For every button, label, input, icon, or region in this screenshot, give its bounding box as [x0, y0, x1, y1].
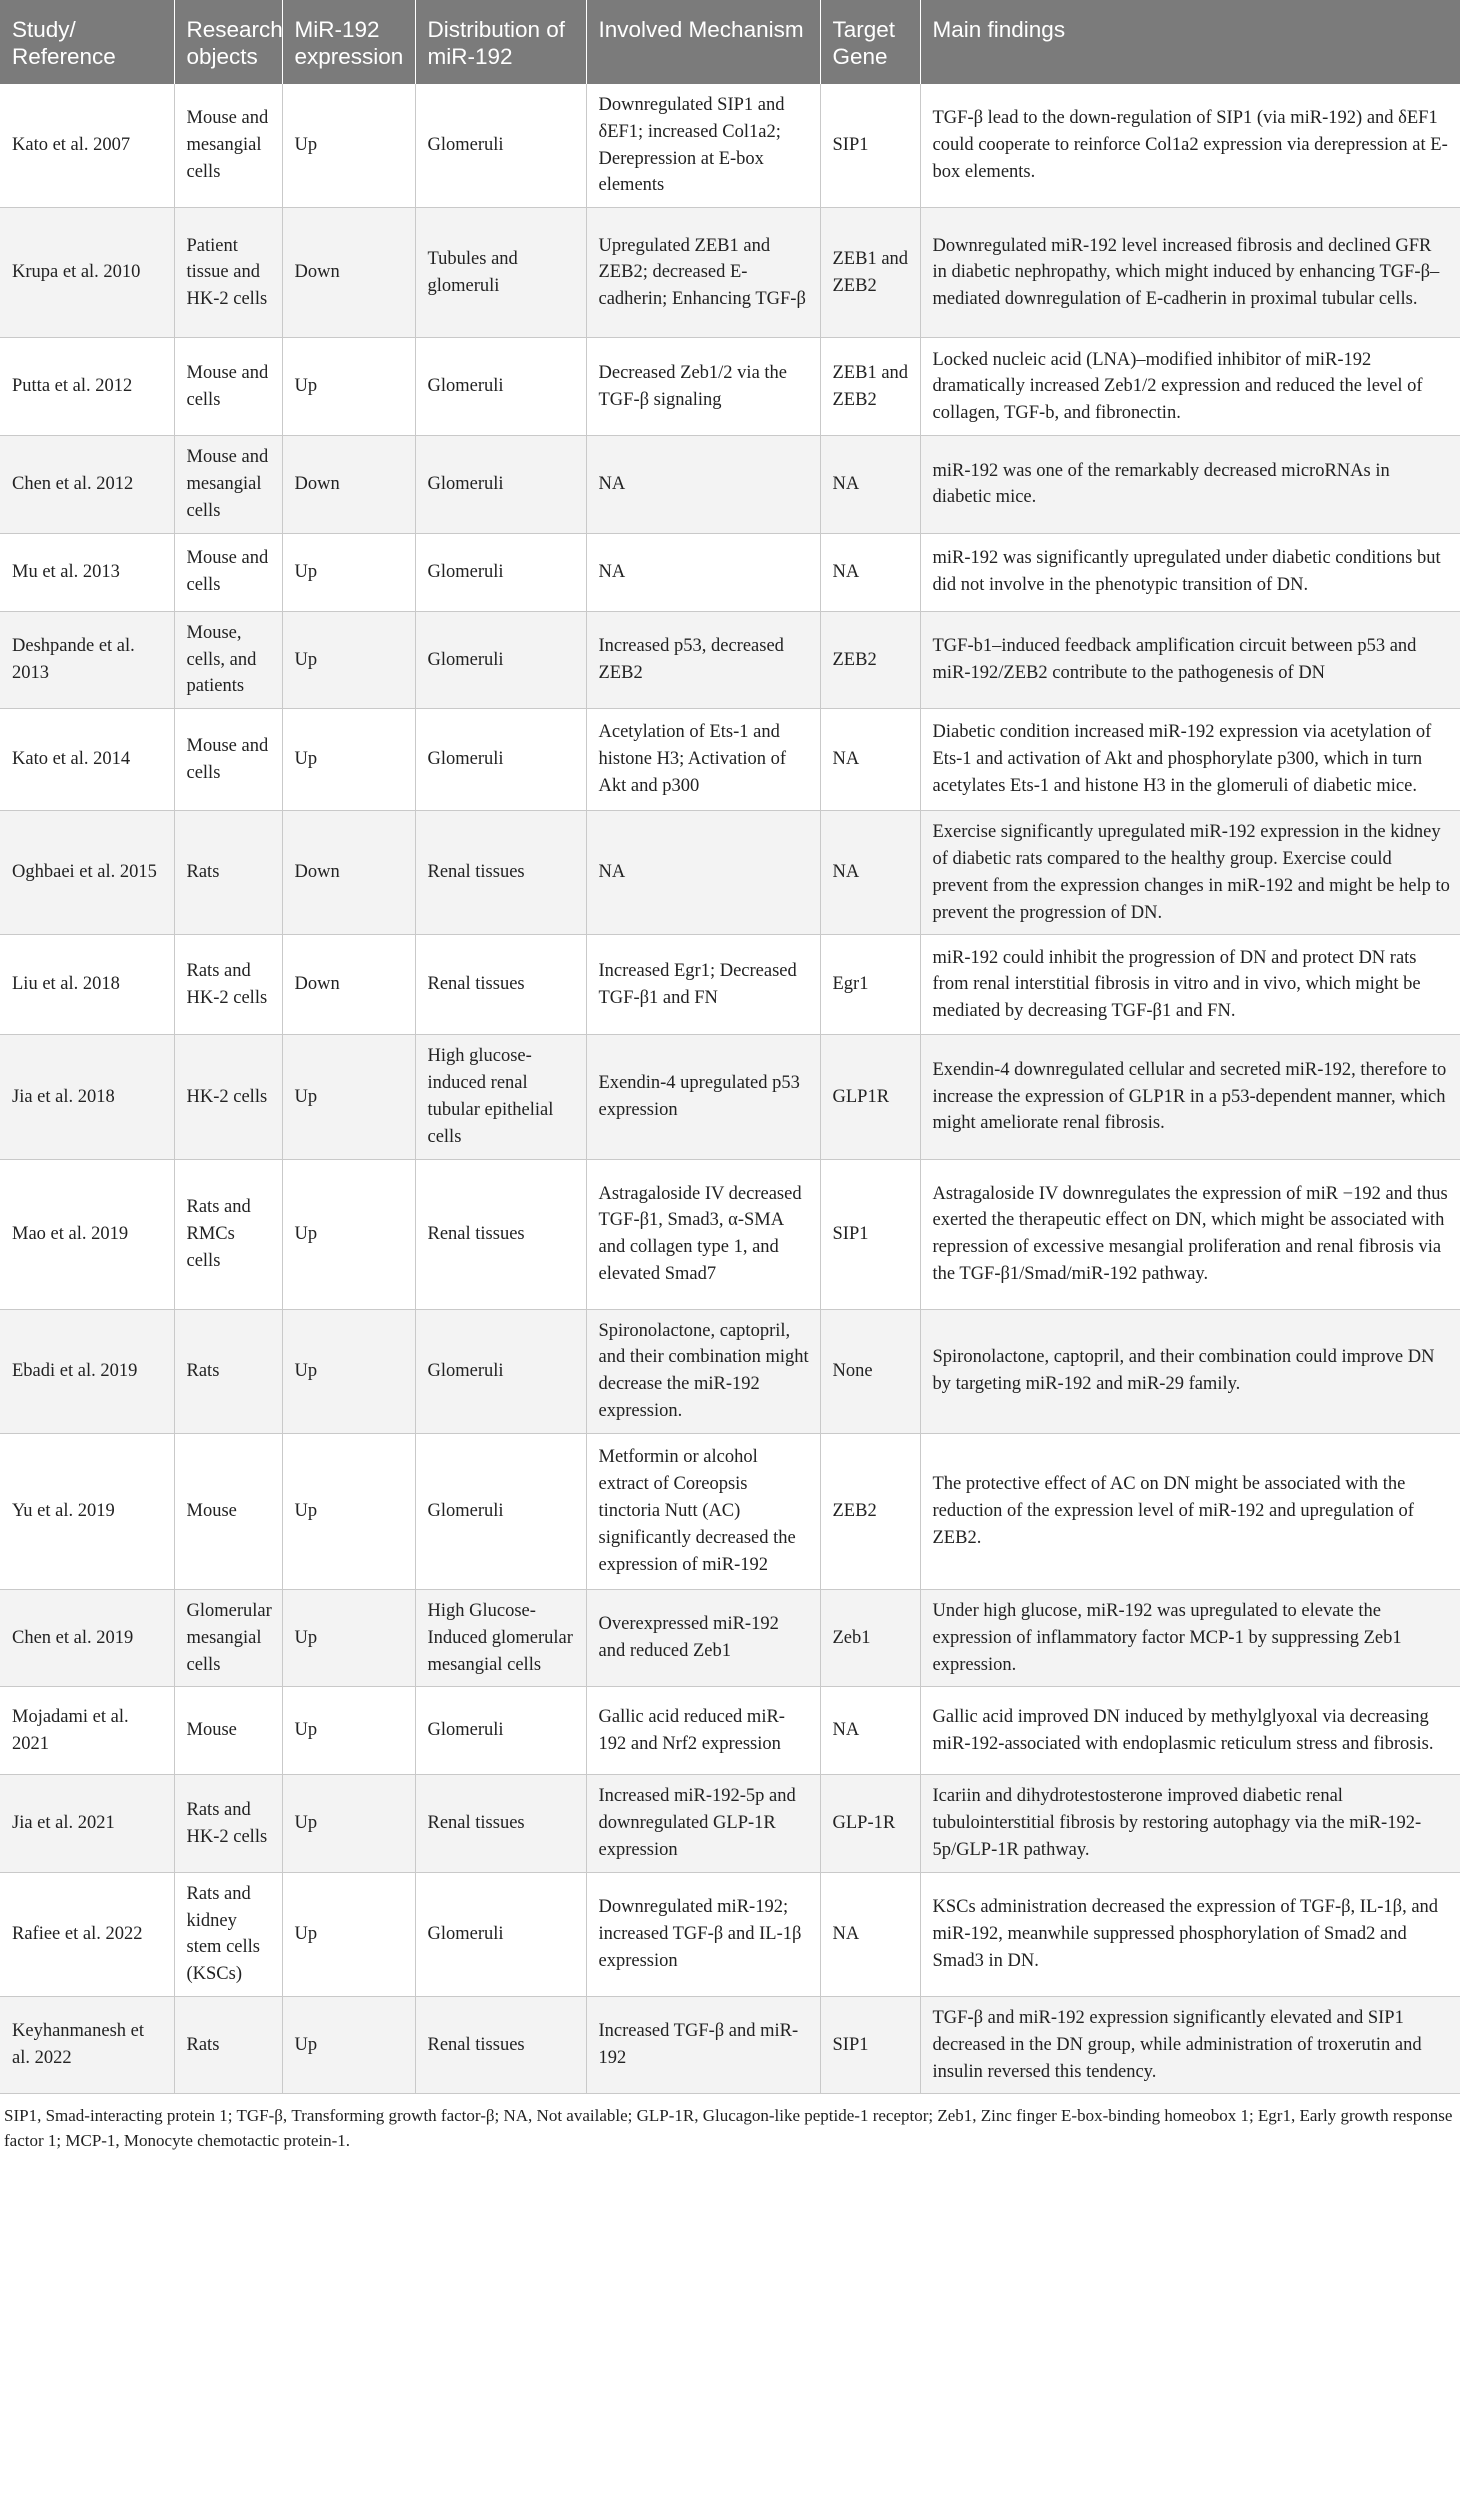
cell-mechanism: Gallic acid reduced miR-192 and Nrf2 expression — [586, 1687, 820, 1775]
cell-research-objects: Mouse — [174, 1687, 282, 1775]
cell-research-objects: Rats and HK-2 cells — [174, 935, 282, 1035]
cell-study-reference: Ebadi et al. 2019 — [0, 1309, 174, 1433]
cell-mir192-expression: Down — [282, 208, 415, 338]
cell-main-findings: Gallic acid improved DN induced by methylglyoxal via decreasing miR-192-associated with endoplasmic reticulum stress and fibrosis. — [920, 1687, 1460, 1775]
cell-study-reference: Oghbaei et al. 2015 — [0, 811, 174, 935]
header-row — [0, 0, 1460, 84]
cell-mir192-expression: Down — [282, 436, 415, 533]
cell-target-gene: None — [820, 1309, 920, 1433]
cell-mir192-expression: Up — [282, 1872, 415, 1996]
cell-main-findings: KSCs administration decreased the expression of TGF-β, IL-1β, and miR-192, meanwhile suppressed phosphorylation of Smad2 and Smad3 in DN. — [920, 1872, 1460, 1996]
table-row — [0, 1035, 1460, 1159]
cell-study-reference: Jia et al. 2018 — [0, 1035, 174, 1159]
cell-target-gene: ZEB2 — [820, 1433, 920, 1589]
table-row — [0, 935, 1460, 1035]
cell-target-gene: Egr1 — [820, 935, 920, 1035]
cell-target-gene: NA — [820, 533, 920, 611]
header-mechanism: Involved Mechanism — [586, 0, 820, 84]
cell-mir192-expression: Up — [282, 1997, 415, 2094]
cell-distribution: Glomeruli — [415, 338, 586, 436]
cell-target-gene: ZEB1 and ZEB2 — [820, 208, 920, 338]
cell-main-findings: TGF-b1–induced feedback amplification circuit between p53 and miR-192/ZEB2 contribute to the pathogenesis of DN — [920, 611, 1460, 708]
cell-mechanism: Metformin or alcohol extract of Coreopsis tinctoria Nutt (AC) significantly decreased the expression of miR-192 — [586, 1433, 820, 1589]
cell-main-findings: Downregulated miR-192 level increased fibrosis and declined GFR in diabetic nephropathy, which might induced by enhancing TGF-β–mediated downregulation of E-cadherin in proximal tubular cells. — [920, 208, 1460, 338]
table-row — [0, 84, 1460, 208]
cell-research-objects: Mouse and mesangial cells — [174, 84, 282, 208]
header-research-objects: Research objects — [174, 0, 282, 84]
cell-target-gene: NA — [820, 436, 920, 533]
table-row — [0, 1997, 1460, 2094]
cell-main-findings: miR-192 could inhibit the progression of DN and protect DN rats from renal interstitial fibrosis in vitro and in vivo, which might be mediated by decreasing TGF-β1 and FN. — [920, 935, 1460, 1035]
cell-distribution: Glomeruli — [415, 84, 586, 208]
cell-research-objects: Mouse and cells — [174, 533, 282, 611]
table-footnote: SIP1, Smad-interacting protein 1; TGF-β, Transforming growth factor-β; NA, Not available; GLP-1R, Glucagon-like peptide-1 receptor; Zeb1, Zinc finger E-box-binding homeobox 1; Egr1, Early growth response factor 1; MCP-1, Monocyte chemotactic protein-1. — [4, 2106, 1453, 2150]
cell-mir192-expression: Up — [282, 1433, 415, 1589]
header-target-gene: Target Gene — [820, 0, 920, 84]
header-study-reference: Study/ Reference — [0, 0, 174, 84]
cell-target-gene: ZEB1 and ZEB2 — [820, 338, 920, 436]
cell-target-gene: SIP1 — [820, 1997, 920, 2094]
cell-main-findings: Diabetic condition increased miR-192 expression via acetylation of Ets-1 and activation of Akt and phosphorylate p300, which in turn acetylates Ets-1 and histone H3 in the glomeruli of diabetic mice. — [920, 709, 1460, 811]
cell-mechanism: Increased p53, decreased ZEB2 — [586, 611, 820, 708]
cell-research-objects: Mouse — [174, 1433, 282, 1589]
cell-main-findings: Exendin-4 downregulated cellular and secreted miR-192, therefore to increase the expression of GLP1R in a p53-dependent manner, which might ameliorate renal fibrosis. — [920, 1035, 1460, 1159]
cell-research-objects: Rats — [174, 811, 282, 935]
cell-main-findings: Exercise significantly upregulated miR-192 expression in the kidney of diabetic rats compared to the healthy group. Exercise could prevent from the expression changes in miR-192 and might be help to prevent the progression of DN. — [920, 811, 1460, 935]
table-row — [0, 1775, 1460, 1872]
cell-study-reference: Liu et al. 2018 — [0, 935, 174, 1035]
cell-study-reference: Jia et al. 2021 — [0, 1775, 174, 1872]
cell-mechanism: Spironolactone, captopril, and their combination might decrease the miR-192 expression. — [586, 1309, 820, 1433]
cell-study-reference: Mao et al. 2019 — [0, 1159, 174, 1309]
cell-distribution: Glomeruli — [415, 1433, 586, 1589]
cell-distribution: Renal tissues — [415, 1159, 586, 1309]
cell-distribution: Glomeruli — [415, 436, 586, 533]
cell-target-gene: NA — [820, 1872, 920, 1996]
cell-target-gene: GLP-1R — [820, 1775, 920, 1872]
cell-main-findings: Locked nucleic acid (LNA)–modified inhibitor of miR-192 dramatically increased Zeb1/2 expression and reduced the level of collagen, TGF-b, and fibronectin. — [920, 338, 1460, 436]
cell-target-gene: ZEB2 — [820, 611, 920, 708]
cell-mir192-expression: Up — [282, 1309, 415, 1433]
header-distribution: Distribution of miR-192 — [415, 0, 586, 84]
cell-study-reference: Mojadami et al. 2021 — [0, 1687, 174, 1775]
cell-mechanism: Upregulated ZEB1 and ZEB2; decreased E-cadherin; Enhancing TGF-β — [586, 208, 820, 338]
cell-mir192-expression: Up — [282, 709, 415, 811]
cell-mir192-expression: Up — [282, 1775, 415, 1872]
cell-distribution: Glomeruli — [415, 1687, 586, 1775]
table-row — [0, 1309, 1460, 1433]
cell-main-findings: Astragaloside IV downregulates the expression of miR −192 and thus exerted the therapeutic effect on DN, which might be associated with repression of excessive mesangial proliferation and renal fibrosis via the TGF-β1/Smad/miR-192 pathway. — [920, 1159, 1460, 1309]
table-row — [0, 1589, 1460, 1686]
cell-study-reference: Yu et al. 2019 — [0, 1433, 174, 1589]
cell-distribution: Renal tissues — [415, 1997, 586, 2094]
cell-research-objects: Mouse and cells — [174, 709, 282, 811]
cell-mechanism: Downregulated SIP1 and δEF1; increased Col1a2; Derepression at E-box elements — [586, 84, 820, 208]
cell-research-objects: Mouse and mesangial cells — [174, 436, 282, 533]
table-row — [0, 811, 1460, 935]
cell-mir192-expression: Up — [282, 338, 415, 436]
cell-distribution: Renal tissues — [415, 935, 586, 1035]
cell-mir192-expression: Up — [282, 533, 415, 611]
cell-target-gene: NA — [820, 709, 920, 811]
cell-distribution: Renal tissues — [415, 811, 586, 935]
cell-target-gene: GLP1R — [820, 1035, 920, 1159]
cell-distribution: High Glucose-Induced glomerular mesangial cells — [415, 1589, 586, 1686]
cell-mechanism: NA — [586, 436, 820, 533]
table-row — [0, 436, 1460, 533]
cell-research-objects: Rats and HK-2 cells — [174, 1775, 282, 1872]
cell-mir192-expression: Up — [282, 1687, 415, 1775]
cell-mechanism: Exendin-4 upregulated p53 expression — [586, 1035, 820, 1159]
cell-research-objects: Mouse and cells — [174, 338, 282, 436]
cell-mechanism: Increased TGF-β and miR-192 — [586, 1997, 820, 2094]
cell-mechanism: NA — [586, 811, 820, 935]
cell-study-reference: Kato et al. 2007 — [0, 84, 174, 208]
cell-main-findings: Under high glucose, miR-192 was upregulated to elevate the expression of inflammatory factor MCP-1 by suppressing Zeb1 expression. — [920, 1589, 1460, 1686]
cell-distribution: Glomeruli — [415, 533, 586, 611]
table-row — [0, 533, 1460, 611]
cell-distribution: High glucose-induced renal tubular epithelial cells — [415, 1035, 586, 1159]
cell-mechanism: Downregulated miR-192; increased TGF-β and IL-1β expression — [586, 1872, 820, 1996]
table-row — [0, 338, 1460, 436]
cell-main-findings: Icariin and dihydrotestosterone improved diabetic renal tubulointerstitial fibrosis by restoring autophagy via the miR-192-5p/GLP-1R pathway. — [920, 1775, 1460, 1872]
cell-target-gene: SIP1 — [820, 84, 920, 208]
cell-research-objects: Patient tissue and HK-2 cells — [174, 208, 282, 338]
cell-target-gene: NA — [820, 1687, 920, 1775]
cell-mechanism: Astragaloside IV decreased TGF-β1, Smad3, α-SMA and collagen type 1, and elevated Smad7 — [586, 1159, 820, 1309]
cell-study-reference: Krupa et al. 2010 — [0, 208, 174, 338]
cell-main-findings: TGF-β and miR-192 expression significantly elevated and SIP1 decreased in the DN group, while administration of troxerutin and insulin reversed this tendency. — [920, 1997, 1460, 2094]
table-row — [0, 208, 1460, 338]
cell-research-objects: Rats and kidney stem cells (KSCs) — [174, 1872, 282, 1996]
cell-research-objects: Rats — [174, 1309, 282, 1433]
table-row — [0, 1433, 1460, 1589]
cell-main-findings: TGF-β lead to the down-regulation of SIP1 (via miR-192) and δEF1 could cooperate to reinforce Col1a2 expression via derepression at E-box elements. — [920, 84, 1460, 208]
cell-distribution: Glomeruli — [415, 709, 586, 811]
table-row — [0, 1872, 1460, 1996]
cell-mir192-expression: Up — [282, 1589, 415, 1686]
cell-study-reference: Kato et al. 2014 — [0, 709, 174, 811]
cell-distribution: Glomeruli — [415, 1309, 586, 1433]
cell-target-gene: SIP1 — [820, 1159, 920, 1309]
cell-distribution: Glomeruli — [415, 611, 586, 708]
cell-research-objects: HK-2 cells — [174, 1035, 282, 1159]
cell-mechanism: Increased Egr1; Decreased TGF-β1 and FN — [586, 935, 820, 1035]
cell-mechanism: Overexpressed miR-192 and reduced Zeb1 — [586, 1589, 820, 1686]
cell-distribution: Renal tissues — [415, 1775, 586, 1872]
cell-main-findings: miR-192 was significantly upregulated under diabetic conditions but did not involve in the phenotypic transition of DN. — [920, 533, 1460, 611]
table-row — [0, 611, 1460, 708]
cell-mir192-expression: Up — [282, 84, 415, 208]
cell-target-gene: NA — [820, 811, 920, 935]
table-body — [0, 84, 1460, 2094]
cell-mechanism: Increased miR-192-5p and downregulated GLP-1R expression — [586, 1775, 820, 1872]
cell-main-findings: Spironolactone, captopril, and their combination could improve DN by targeting miR-192 and miR-29 family. — [920, 1309, 1460, 1433]
cell-mir192-expression: Up — [282, 1159, 415, 1309]
table-row — [0, 1159, 1460, 1309]
cell-mechanism: NA — [586, 533, 820, 611]
cell-mir192-expression: Up — [282, 1035, 415, 1159]
cell-mir192-expression: Down — [282, 811, 415, 935]
cell-mir192-expression: Up — [282, 611, 415, 708]
cell-study-reference: Putta et al. 2012 — [0, 338, 174, 436]
cell-main-findings: miR-192 was one of the remarkably decreased microRNAs in diabetic mice. — [920, 436, 1460, 533]
cell-research-objects: Glomerular mesangial cells — [174, 1589, 282, 1686]
cell-study-reference: Deshpande et al. 2013 — [0, 611, 174, 708]
table-row — [0, 709, 1460, 811]
cell-mechanism: Acetylation of Ets-1 and histone H3; Activation of Akt and p300 — [586, 709, 820, 811]
cell-research-objects: Rats — [174, 1997, 282, 2094]
table-header — [0, 0, 1460, 84]
cell-mir192-expression: Down — [282, 935, 415, 1035]
cell-study-reference: Rafiee et al. 2022 — [0, 1872, 174, 1996]
header-main-findings: Main findings — [920, 0, 1460, 84]
cell-research-objects: Mouse, cells, and patients — [174, 611, 282, 708]
cell-distribution: Glomeruli — [415, 1872, 586, 1996]
cell-study-reference: Keyhanmanesh et al. 2022 — [0, 1997, 174, 2094]
cell-research-objects: Rats and RMCs cells — [174, 1159, 282, 1309]
table-row — [0, 1687, 1460, 1775]
cell-study-reference: Chen et al. 2012 — [0, 436, 174, 533]
cell-study-reference: Mu et al. 2013 — [0, 533, 174, 611]
cell-study-reference: Chen et al. 2019 — [0, 1589, 174, 1686]
cell-target-gene: Zeb1 — [820, 1589, 920, 1686]
cell-main-findings: The protective effect of AC on DN might be associated with the reduction of the expression level of miR-192 and upregulation of ZEB2. — [920, 1433, 1460, 1589]
cell-mechanism: Decreased Zeb1/2 via the TGF-β signaling — [586, 338, 820, 436]
cell-distribution: Tubules and glomeruli — [415, 208, 586, 338]
header-mir192-expression: MiR-192 expression — [282, 0, 415, 84]
